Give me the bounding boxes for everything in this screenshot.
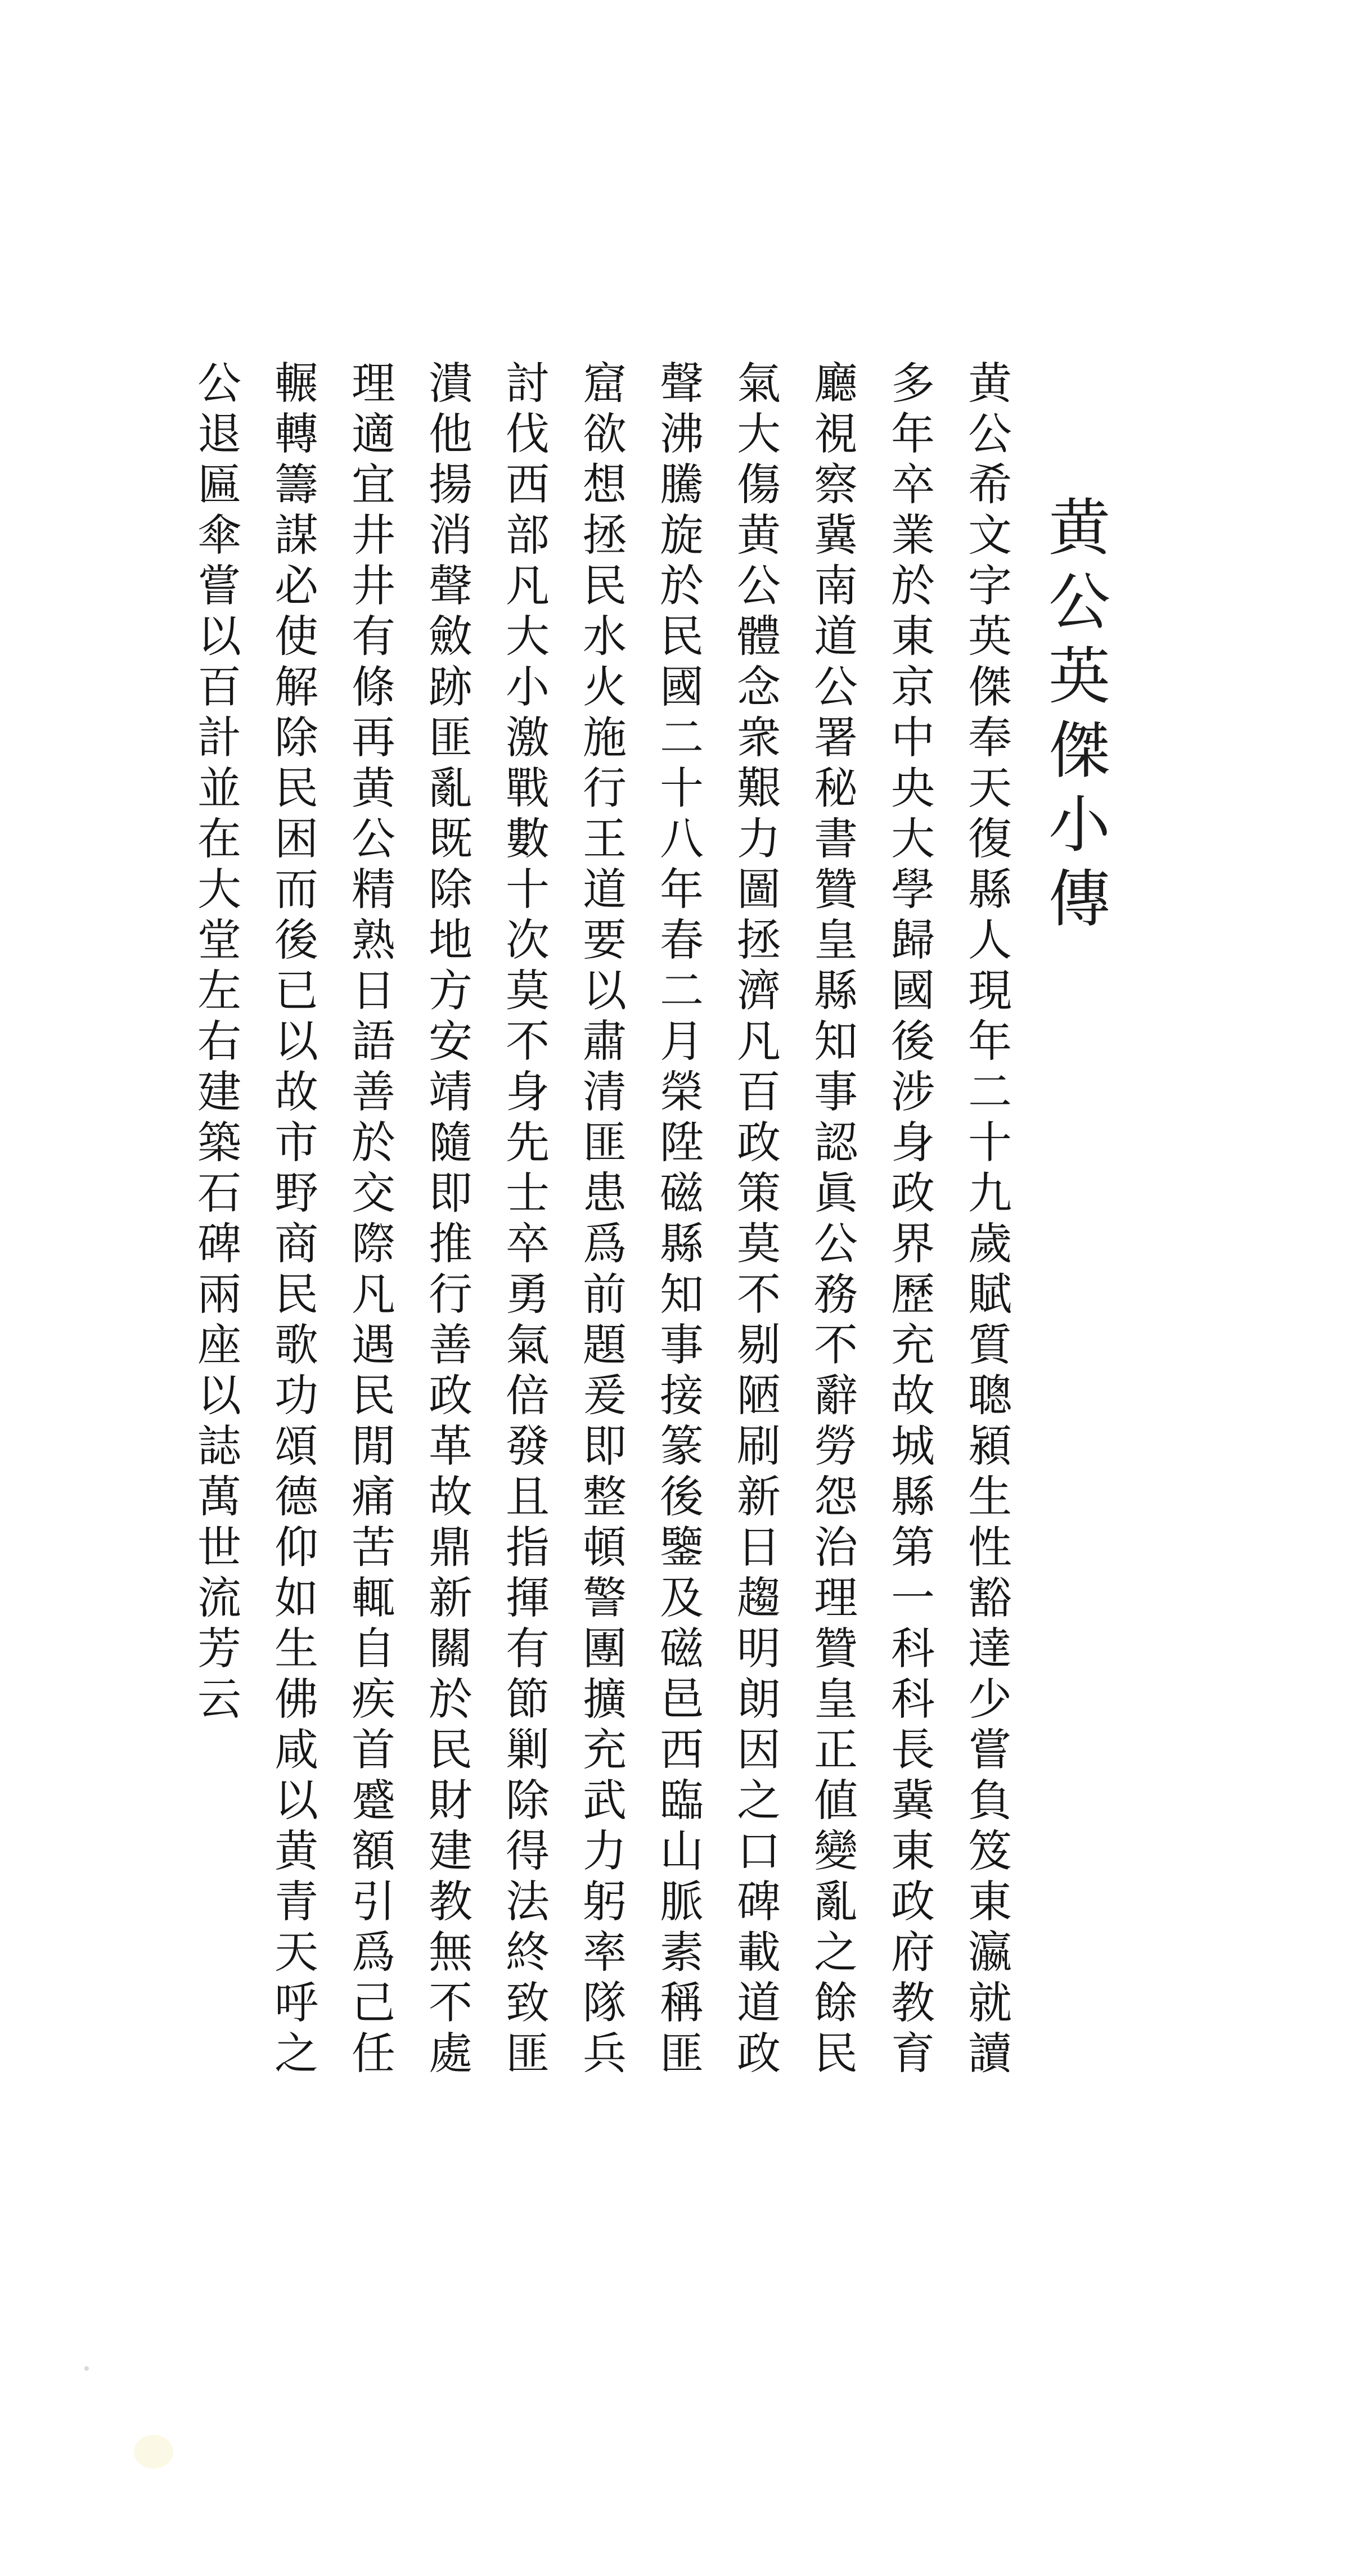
text-column: 黄公希文字英傑奉天復縣人現年二十九歲賦質聰潁生性豁達少嘗負笈東瀛就讀 (961, 360, 1011, 2081)
text-column: 窟欲想拯民水火施行王道要以肅清匪患爲前題爰即整頓警團擴充武力躬率隊兵 (575, 360, 626, 2081)
text-column: 輾轉籌謀必使解除民困而後已以故市野商民歌功頌德仰如生佛咸以黄青天呼之 (267, 360, 318, 2081)
text-column: 氣大傷黄公體念衆艱力圖拯濟凡百政策莫不剔陋刷新日趨明朗因之口碑載道政 (730, 360, 780, 2081)
text-column: 多年卒業於東京中央大學歸國後涉身政界歷充故城縣第一科科長冀東政府教育 (884, 360, 934, 2081)
text-column: 公退匾傘嘗以百計並在大堂左右建築石碑兩座以誌萬世流芳云 (190, 360, 241, 1726)
text-column: 廳視察冀南道公署秘書贊皇縣知事認眞公務不辭勞怨治理贊皇正値變亂之餘民 (807, 360, 857, 2081)
text-column: 聲沸騰旋於民國二十八年春二月榮陞磁縣知事接篆後鑒及磁邑西臨山脈素稱匪 (652, 360, 703, 2081)
text-column: 理適宜井井有條再黄公精熟日語善於交際凡遇民閒痛苦輒自疾首蹙額引爲己任 (344, 360, 395, 2081)
text-column: 討伐西部凡大小激戰數十次莫不身先士卒勇氣倍發且指揮有節剿除得法終致匪 (498, 360, 549, 2081)
paper-stain (134, 2435, 173, 2469)
text-column: 潰他揚消聲斂跡匪亂既除地方安靖隨即推行善政革故鼎新關於民財建教無不處 (421, 360, 472, 2081)
paper-speck (84, 2366, 89, 2371)
page-title: 黄公英傑小傳 (1038, 495, 1110, 940)
